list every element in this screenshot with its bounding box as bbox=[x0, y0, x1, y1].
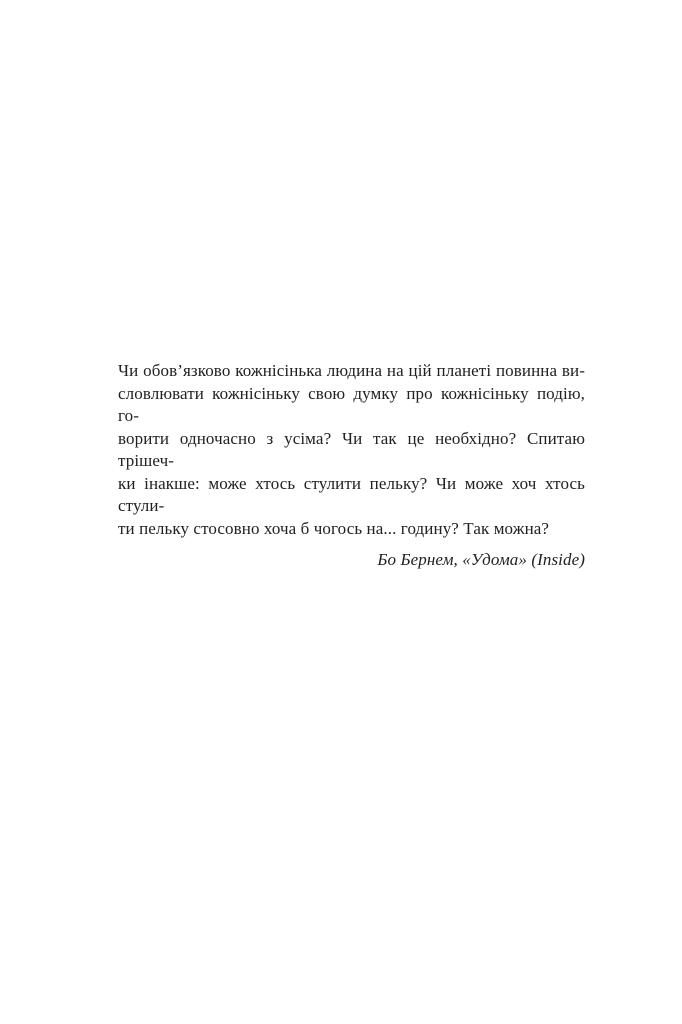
epigraph-line: Чи обов’язково кожнісінька людина на цій планеті повинна ви- bbox=[118, 361, 585, 380]
epigraph-line: ки інакше: може хтось стулити пельку? Чи може хоч хтось стули- bbox=[118, 473, 585, 515]
epigraph-attribution: Бо Бернем, «Удома» (Inside) bbox=[377, 550, 585, 569]
epigraph-line: ворити одночасно з усіма? Чи так це необхідно? Спитаю трішеч- bbox=[118, 428, 585, 470]
epigraph bbox=[118, 360, 585, 572]
epigraph-line: словлювати кожнісіньку свою думку про кожнісіньку подію, го- bbox=[118, 383, 585, 425]
epigraph-line: ти пельку стосовно хоча б чогось на... годину? Так можна? bbox=[118, 518, 550, 538]
